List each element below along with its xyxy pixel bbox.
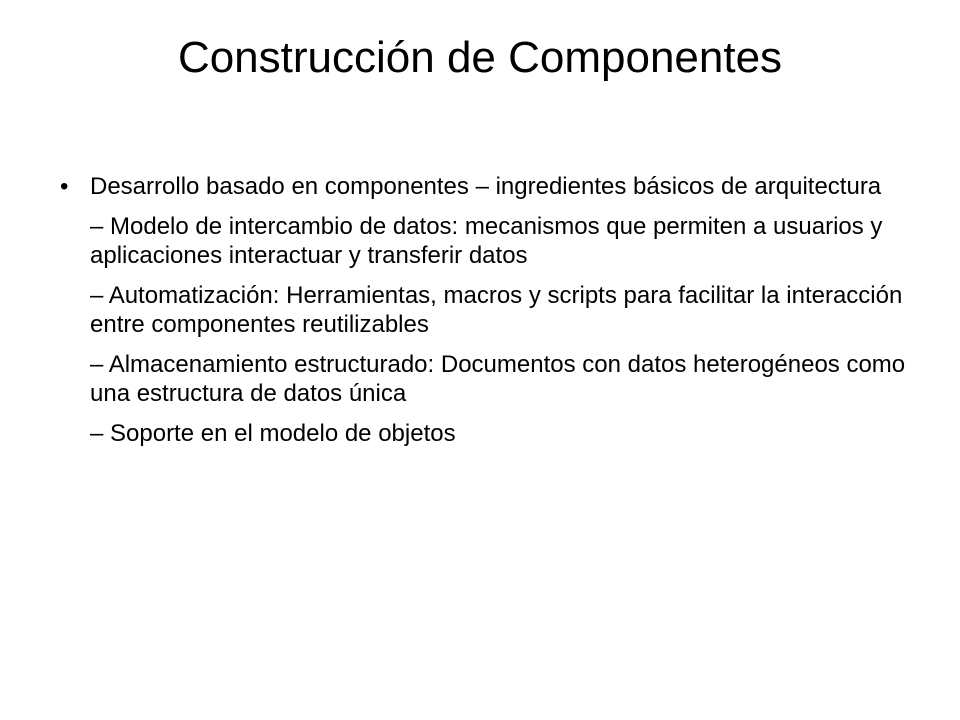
bullet-marker: • xyxy=(60,173,69,200)
sub-item-object-model: – Soporte en el modelo de objetos xyxy=(90,420,456,447)
slide-title: Construcción de Componentes xyxy=(177,33,783,82)
sub-item-automation: – Automatización: Herramientas, macros y scripts para facilitar la interacción entre componentes reutilizables xyxy=(90,282,903,338)
sub-item-data-exchange: – Modelo de intercambio de datos: mecanismos que permiten a usuarios y aplicaciones interactuar y transferir datos xyxy=(90,213,883,269)
main-bullet-text: Desarrollo basado en componentes – ingredientes básicos de arquitectura xyxy=(90,173,882,200)
sub-item-structured-storage: – Almacenamiento estructurado: Documentos con datos heterogéneos como una estructura de datos única xyxy=(90,351,906,407)
slide-body xyxy=(60,172,910,459)
main-bullet xyxy=(60,172,910,201)
